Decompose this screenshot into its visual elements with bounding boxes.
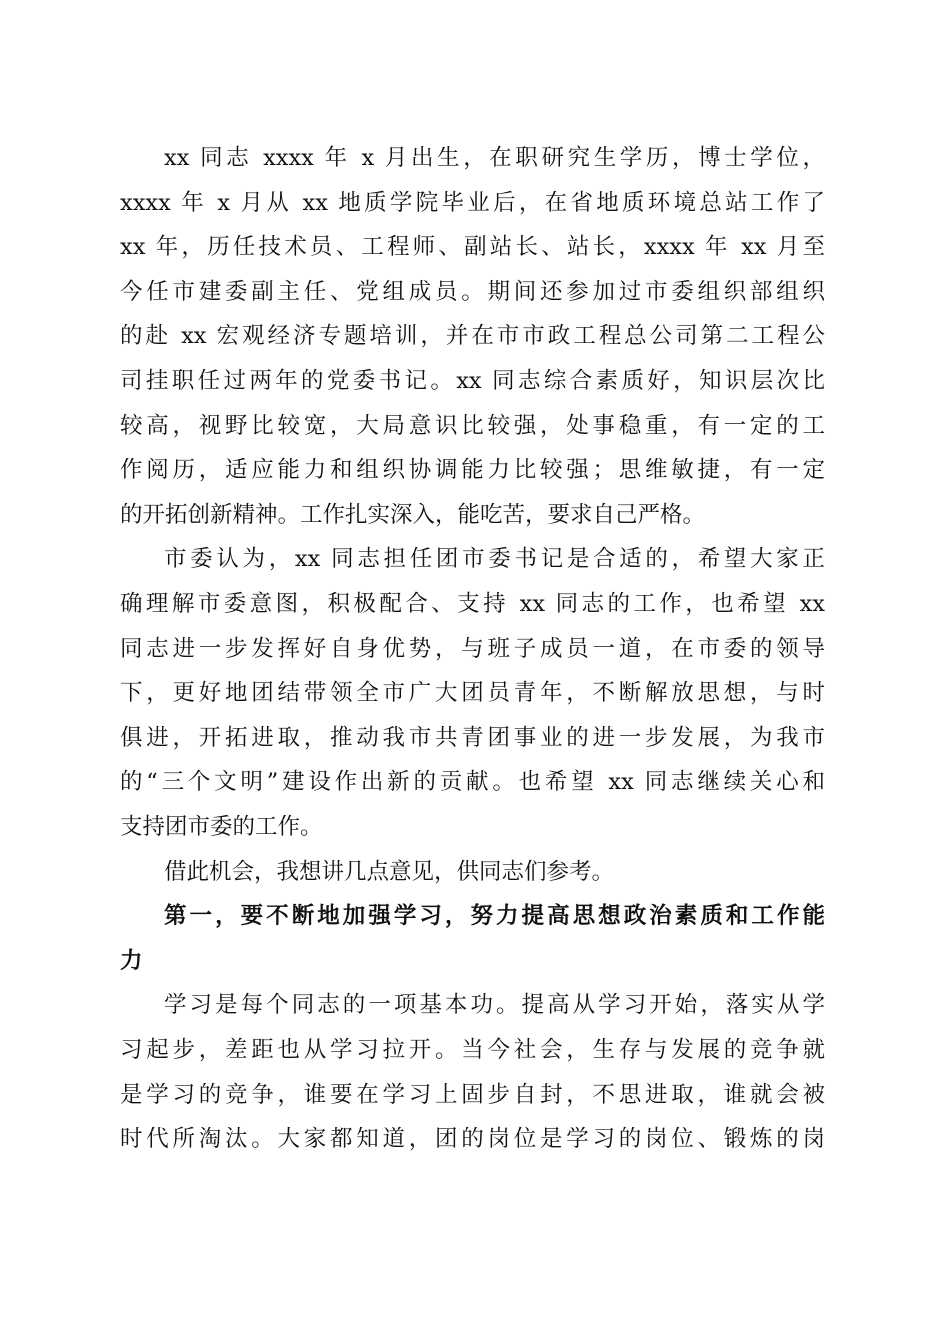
section-heading-line: 力	[120, 947, 143, 974]
section-heading-line: 第一，要不断地加强学习，努力提高思想政治素质和工作能	[164, 903, 825, 930]
text-line: 市委认为，xx 同志担任团市委书记是合适的，希望大家正	[164, 546, 825, 573]
text-line: 较高，视野比较宽，大局意识比较强，处事稳重，有一定的工	[120, 412, 825, 439]
text-line: 借此机会，我想讲几点意见，供同志们参考。	[164, 858, 615, 885]
text-line: 俱进，开拓进取，推动我市共青团事业的进一步发展，为我市	[120, 724, 825, 751]
text-line: 时代所淘汰。大家都知道，团的岗位是学习的岗位、锻炼的岗	[120, 1126, 825, 1153]
text-line: 今任市建委副主任、党组成员。期间还参加过市委组织部组织	[120, 278, 825, 305]
text-line: 作阅历，适应能力和组织协调能力比较强；思维敏捷，有一定	[120, 457, 825, 484]
text-line: 习起步，差距也从学习拉开。当今社会，生存与发展的竞争就	[120, 1037, 825, 1063]
text-line: 下，更好地团结带领全市广大团员青年，不断解放思想，与时	[120, 680, 825, 707]
text-line: 学习是每个同志的一项基本功。提高从学习开始，落实从学	[164, 992, 825, 1019]
text-line: 的开拓创新精神。工作扎实深入，能吃苦，要求自己严格。	[120, 501, 706, 528]
text-line: 的“三个文明”建设作出新的贡献。也希望 xx 同志继续关心和	[120, 769, 825, 796]
text-line: 的赴 xx 宏观经济专题培训，并在市市政工程总公司第二工程公	[120, 323, 825, 350]
text-line: xxxx 年 x 月从 xx 地质学院毕业后，在省地质环境总站工作了	[120, 189, 825, 216]
text-line: 支持团市委的工作。	[120, 814, 323, 840]
text-line: 司挂职任过两年的党委书记。xx 同志综合素质好，知识层次比	[120, 368, 825, 394]
text-line: xx 年，历任技术员、工程师、副站长、站长，xxxx 年 xx 月至	[120, 234, 825, 261]
text-line: xx 同志 xxxx 年 x 月出生，在职研究生学历，博士学位，	[164, 145, 825, 171]
text-line: 是学习的竞争，谁要在学习上固步自封，不思进取，谁就会被	[120, 1081, 825, 1108]
text-line: 同志进一步发挥好自身优势，与班子成员一道，在市委的领导	[120, 635, 825, 662]
text-line: 确理解市委意图，积极配合、支持 xx 同志的工作，也希望 xx	[120, 591, 825, 617]
